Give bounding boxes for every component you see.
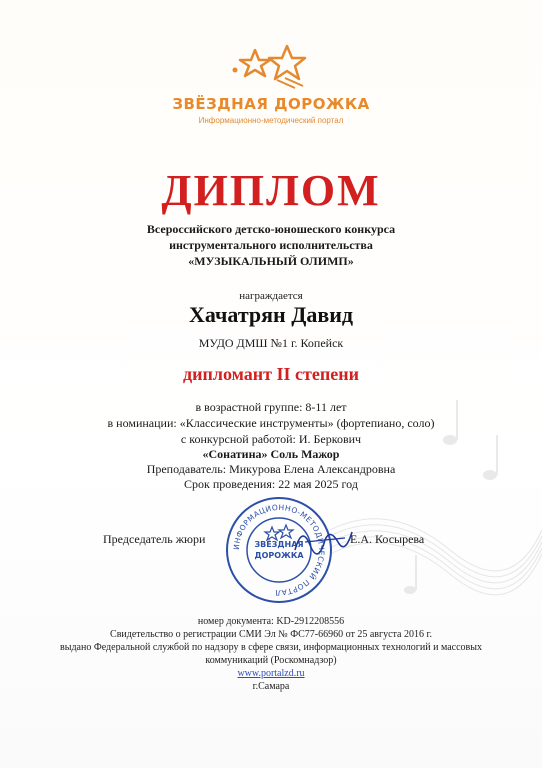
jury-chair-name: Е.А. Косырева [350,532,425,546]
document-number: номер документа: KD-2912208556 [197,616,345,627]
teacher: Преподаватель: Микурова Елена Александровна [146,462,396,476]
awarded-label: награждается [239,290,303,302]
license-line-2: выдано Федеральной службой по надзору в сфере связи, информационных технологий и массовых [60,642,482,653]
diploma-title: ДИПЛОМ [161,166,381,215]
work-line-1: с конкурсной работой: И. Беркович [180,432,362,446]
license-line-3: коммуникаций (Роскомнадзор) [205,655,337,666]
stamp-ring-text: ИНФОРМАЦИОННО-МЕТОДИЧЕСКИЙ ПОРТАЛ [231,502,327,598]
award-degree: дипломант II степени [183,364,359,384]
stamp-center-line2: ДОРОЖКА [254,551,304,560]
city: г.Самара [252,681,290,692]
age-group: в возрастной группе: 8-11 лет [195,400,347,414]
event-date: Срок проведения: 22 мая 2025 год [184,477,358,491]
logo-title: ЗВЁЗДНАЯ ДОРОЖКА [172,95,370,113]
contest-line-2: инструментального исполнительства [169,238,373,252]
website-link[interactable]: www.portalzd.ru [237,668,305,679]
logo-subtitle: Информационно-методический портал [198,116,344,125]
contest-line-1: Всероссийского детско-юношеского конкурса [146,222,396,236]
school-name: МУДО ДМШ №1 г. Копейск [198,336,344,350]
jury-chair-label: Председатель жюри [103,532,206,546]
nomination: в номинации: «Классические инструменты» (фортепиано, соло) [107,416,435,430]
contest-name: «МУЗЫКАЛЬНЫЙ ОЛИМП» [188,254,354,268]
stamp-center-line1: ЗВЁЗДНАЯ [254,540,304,549]
work-line-2: «Сонатина» Соль Мажор [202,447,340,461]
logo-stars-icon [225,42,315,92]
license-line-1: Свидетельство о регистрации СМИ Эл № ФС77-66960 от 25 августа 2016 г. [110,629,432,640]
recipient-name: Хачатрян Давид [188,302,354,327]
